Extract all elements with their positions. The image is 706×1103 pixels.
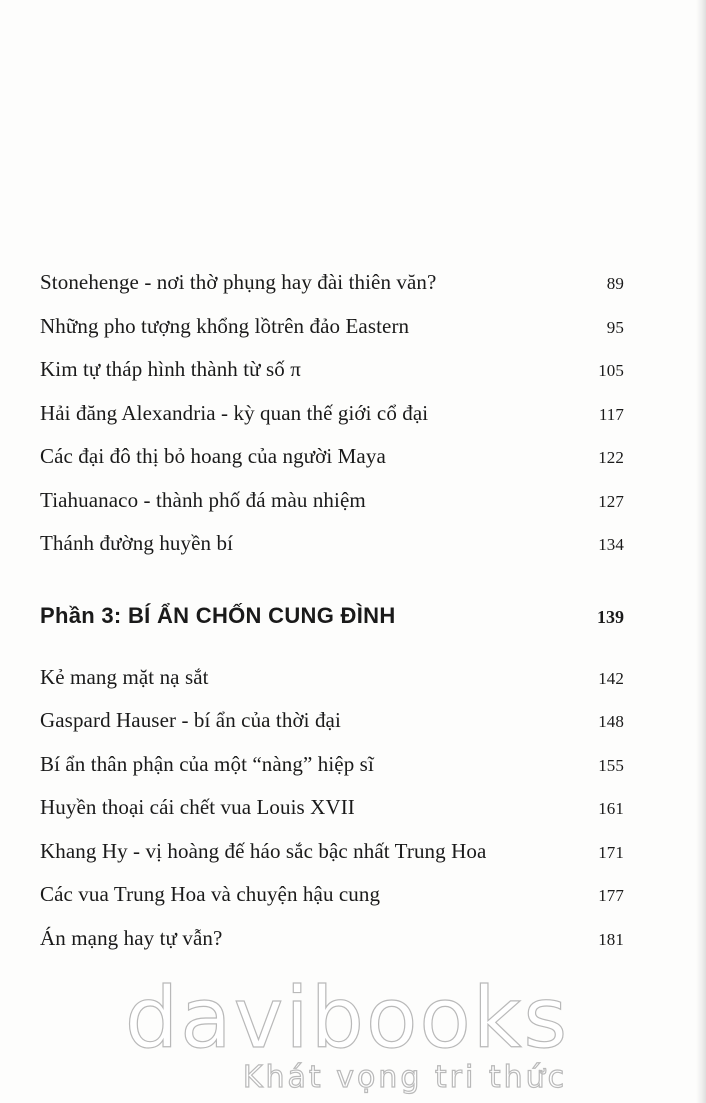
toc-entry-page-number: 142 [598, 668, 624, 688]
toc-entry-title: Án mạng hay tự vẫn? [40, 925, 223, 950]
toc-entry-title: Các vua Trung Hoa và chuyện hậu cung [40, 882, 381, 906]
toc-entry-title: Các đại đô thị bỏ hoang của người Maya [40, 444, 386, 468]
toc-entry [40, 270, 624, 314]
toc-entry-page-number: 89 [606, 274, 624, 293]
toc-entry [40, 665, 624, 709]
toc-entry-title: Hải đăng Alexandria - kỳ quan thế giới cổ đại [40, 400, 429, 425]
part3-entry-list [40, 665, 624, 970]
toc-entry-page-number: 155 [598, 755, 624, 775]
section-page-number: 139 [597, 606, 624, 627]
toc-entry [40, 401, 624, 445]
toc-entry-page-number: 148 [598, 712, 624, 731]
toc-entry-title: Những pho tượng khổng lồtrên đảo Eastern [40, 313, 410, 338]
toc-entry [40, 926, 624, 970]
watermark-brand-logo: davibooks [124, 969, 570, 1067]
toc-entry-page-number: 177 [598, 886, 624, 905]
page-edge-shadow [696, 0, 706, 1103]
toc-entry-title: Gaspard Hauser - bí ẩn của thời đại [40, 708, 341, 732]
toc-entry-page-number: 105 [598, 361, 624, 380]
toc-entry [40, 357, 624, 401]
toc-entry-title: Thánh đường huyền bí [40, 531, 234, 555]
toc-entry-title: Stonehenge - nơi thờ phụng hay đài thiên văn? [40, 270, 437, 294]
section-heading-part3 [40, 603, 624, 643]
toc-entry-page-number: 161 [598, 799, 624, 818]
toc-entry-page-number: 122 [598, 448, 624, 467]
toc-entry-title: Kim tự tháp hình thành từ số π [40, 357, 301, 381]
toc-entry [40, 795, 624, 839]
toc-entry-title: Bí ẩn thân phận của một “nàng” hiệp sĩ [40, 751, 374, 776]
toc-entry [40, 882, 624, 926]
toc-entry-page-number: 117 [598, 404, 624, 424]
section-title: Phần 3: BÍ ẨN CHỐN CUNG ĐÌNH [40, 602, 396, 628]
toc-entry [40, 314, 624, 358]
toc-entry-page-number: 134 [598, 535, 624, 554]
toc-entry [40, 488, 624, 532]
watermark-tagline: Khát vọng tri thức [242, 1060, 568, 1095]
toc-entry [40, 531, 624, 575]
part2-entry-list [40, 270, 624, 575]
toc-entry-title: Huyền thoại cái chết vua Louis XVII [40, 795, 355, 819]
table-of-contents [40, 270, 624, 969]
toc-entry [40, 708, 624, 752]
toc-entry-page-number: 181 [598, 929, 624, 949]
toc-entry [40, 444, 624, 488]
toc-entry-page-number: 127 [598, 491, 624, 511]
toc-entry-page-number: 171 [598, 842, 624, 862]
toc-entry-title: Kẻ mang mặt nạ sắt [40, 664, 209, 689]
toc-entry-title: Tiahuanaco - thành phố đá màu nhiệm [40, 487, 366, 512]
toc-entry [40, 839, 624, 883]
toc-entry [40, 752, 624, 796]
toc-entry-title: Khang Hy - vị hoàng đế háo sắc bậc nhất Trung Hoa [40, 838, 487, 863]
toc-entry-page-number: 95 [606, 317, 624, 337]
